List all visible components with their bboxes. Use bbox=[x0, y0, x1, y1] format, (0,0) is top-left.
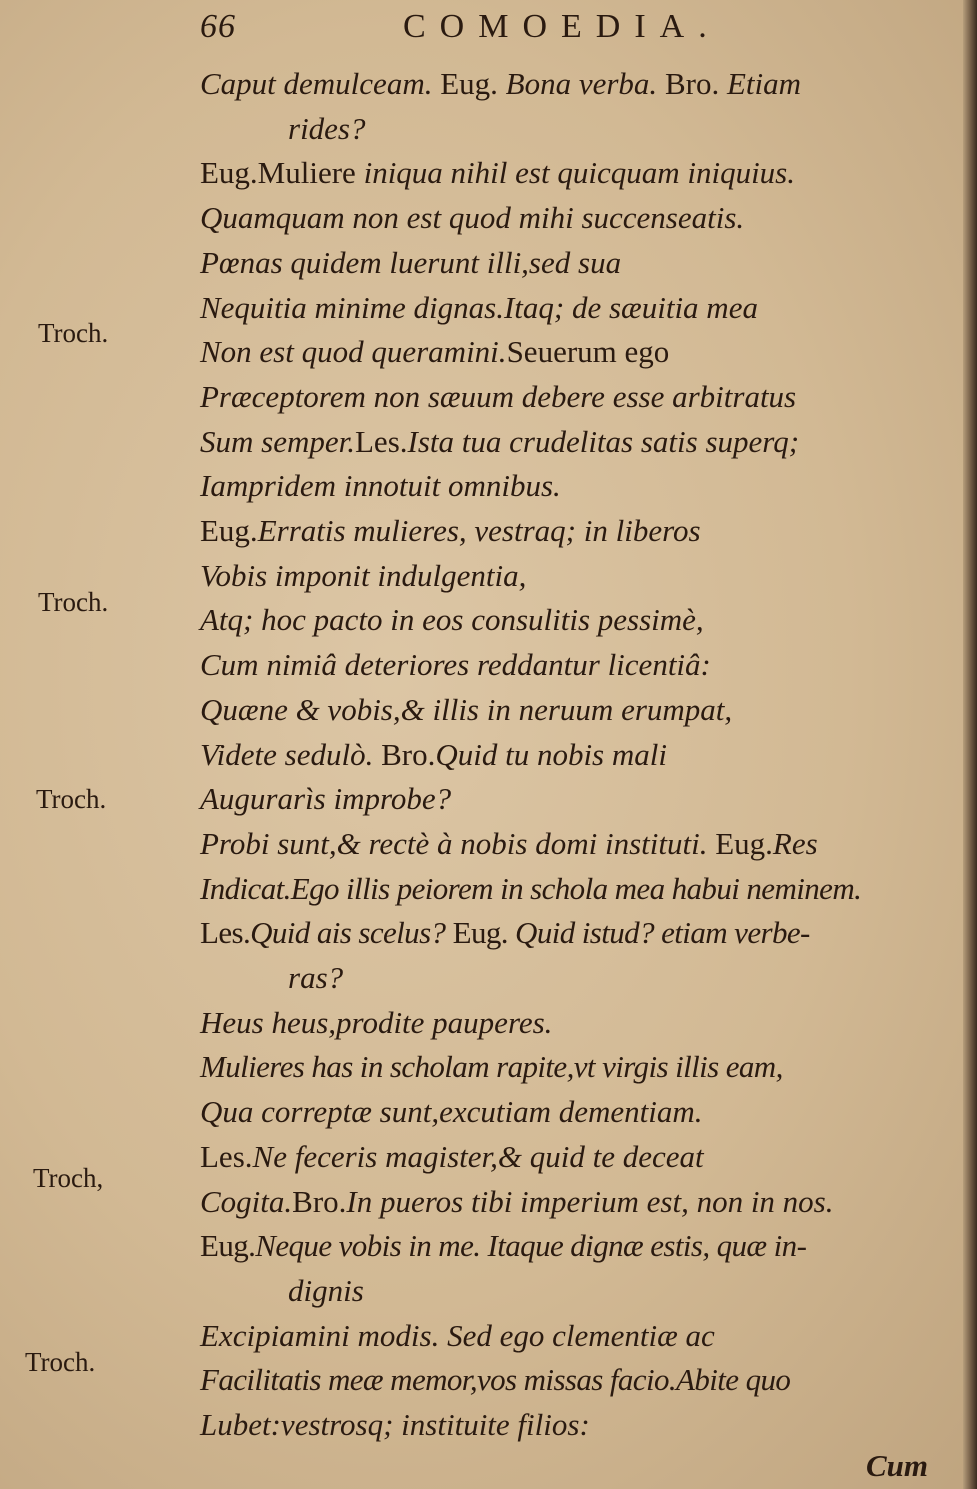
text-line bbox=[200, 1135, 704, 1179]
line-text: Etiam bbox=[726, 66, 801, 101]
text-line bbox=[200, 330, 669, 374]
text-line bbox=[200, 196, 744, 240]
line-text: Atq; hoc pacto in eos consulitis pessimè, bbox=[200, 602, 704, 638]
speaker-label: Eug. bbox=[200, 1228, 256, 1264]
line-text: Cogita. bbox=[200, 1183, 293, 1219]
text-line bbox=[288, 956, 343, 1000]
line-text: ras? bbox=[288, 960, 344, 995]
text-line bbox=[200, 1224, 806, 1268]
line-text: Neque vobis in me. Itaque dignæ estis, quæ in- bbox=[255, 1228, 807, 1264]
text-line bbox=[200, 464, 561, 508]
line-text: Facilitatis meæ memor,vos missas facio.Abite quo bbox=[200, 1362, 791, 1398]
text-line bbox=[200, 598, 704, 642]
text-line bbox=[200, 1180, 834, 1224]
text-line bbox=[200, 643, 711, 687]
line-text: Non est quod queramini. bbox=[200, 334, 507, 370]
speaker-label: Bro. bbox=[664, 66, 727, 101]
speaker-label: Eug. bbox=[200, 513, 258, 548]
speaker-label: Les. bbox=[355, 423, 408, 459]
text-line bbox=[200, 509, 701, 553]
text-line bbox=[200, 1090, 703, 1134]
line-text: Videte sedulò. bbox=[200, 736, 382, 772]
line-text: Quid ais scelus? bbox=[250, 915, 453, 951]
line-text: Res bbox=[772, 825, 818, 861]
text-line bbox=[200, 688, 732, 732]
text-line bbox=[200, 777, 451, 821]
line-text: Probi sunt,& rectè à nobis domi instituti. bbox=[200, 825, 716, 861]
line-text: Bona verba. bbox=[505, 66, 665, 101]
speaker-label: Eug. bbox=[715, 825, 773, 861]
line-text: Quamquam non est quod mihi succenseatis. bbox=[200, 200, 745, 236]
line-text: Sum semper. bbox=[200, 423, 355, 459]
speaker-label: Eug. bbox=[440, 66, 506, 101]
line-text: rides? bbox=[288, 110, 366, 146]
text-line bbox=[200, 151, 795, 195]
margin-note: Troch. bbox=[36, 784, 107, 814]
line-text: dignis bbox=[288, 1272, 364, 1308]
margin-note: Troch. bbox=[25, 1347, 96, 1377]
line-text: Ne feceris magister,& quid te deceat bbox=[252, 1138, 704, 1174]
speaker-label: Seuerum ego bbox=[506, 334, 670, 370]
page-gutter-edge bbox=[963, 0, 977, 1489]
line-text: Vobis imponit indulgentia, bbox=[200, 557, 527, 593]
text-line bbox=[200, 733, 667, 777]
line-text: Mulieres has in scholam rapite,vt virgis illis eam, bbox=[200, 1049, 783, 1085]
text-line bbox=[200, 911, 810, 955]
margin-note: Troch. bbox=[38, 318, 109, 348]
text-line bbox=[200, 241, 621, 285]
line-text: Indicat.Ego illis peiorem in schola mea habui neminem. bbox=[200, 870, 862, 906]
line-text: In pueros tibi imperium est, non in nos. bbox=[346, 1183, 834, 1219]
line-text: Lubet:vestrosq; instituite filios: bbox=[200, 1407, 590, 1442]
text-line bbox=[200, 375, 796, 419]
line-text: Quid tu nobis mali bbox=[435, 736, 667, 772]
text-line bbox=[200, 1358, 790, 1402]
text-line bbox=[200, 286, 758, 330]
line-text: Pœnas quidem luerunt illi,sed sua bbox=[200, 244, 622, 280]
text-line bbox=[200, 867, 861, 911]
text-line bbox=[200, 1001, 552, 1045]
text-line bbox=[200, 420, 799, 464]
line-text: Erratis mulieres, vestraq; in liberos bbox=[257, 513, 701, 548]
line-text: Præceptorem non sæuum debere esse arbitratus bbox=[200, 378, 797, 414]
line-text: Ista tua crudelitas satis superq; bbox=[407, 423, 800, 459]
text-line bbox=[288, 1269, 364, 1313]
page-header bbox=[198, 8, 758, 52]
text-line bbox=[200, 62, 801, 106]
text-line bbox=[200, 1314, 715, 1358]
speaker-label: Les. bbox=[200, 915, 251, 951]
line-text: Qua correptæ sunt,excutiam dementiam. bbox=[200, 1094, 703, 1130]
margin-note: Troch. bbox=[38, 587, 109, 617]
line-text: Iampridem innotuit omnibus. bbox=[200, 468, 561, 504]
speaker-label: Bro. bbox=[292, 1183, 347, 1219]
catchword: Cum bbox=[866, 1448, 929, 1483]
speaker-label: Les. bbox=[200, 1138, 253, 1174]
running-title: COMOEDIA. bbox=[403, 8, 721, 45]
line-text: Excipiamini modis. Sed ego clementiæ ac bbox=[200, 1317, 715, 1353]
speaker-label: Bro. bbox=[381, 736, 436, 772]
line-text: Quid istud? etiam verbe- bbox=[515, 915, 810, 951]
line-text: Nequitia minime dignas.Itaq; de sæuitia mea bbox=[200, 289, 758, 325]
page-number: 66 bbox=[200, 8, 236, 45]
text-line bbox=[288, 107, 366, 151]
speaker-label: Eug. bbox=[452, 915, 516, 951]
text-line bbox=[200, 1403, 590, 1447]
line-text: Caput demulceam. bbox=[200, 66, 441, 101]
line-text: Quæne & vobis,& illis in neruum erumpat, bbox=[200, 691, 733, 727]
line-text: Heus heus,prodite pauperes. bbox=[200, 1004, 553, 1040]
line-text: Augurarìs improbe? bbox=[200, 781, 452, 817]
text-line bbox=[200, 554, 526, 598]
text-line bbox=[200, 822, 818, 866]
speaker-label: Eug.Muliere bbox=[200, 155, 364, 191]
line-text: iniqua nihil est quicquam iniquius. bbox=[363, 155, 795, 191]
line-text: Cum nimiâ deteriores reddantur licentiâ: bbox=[200, 647, 711, 683]
margin-note: Troch, bbox=[33, 1163, 104, 1193]
text-line bbox=[200, 1045, 783, 1089]
